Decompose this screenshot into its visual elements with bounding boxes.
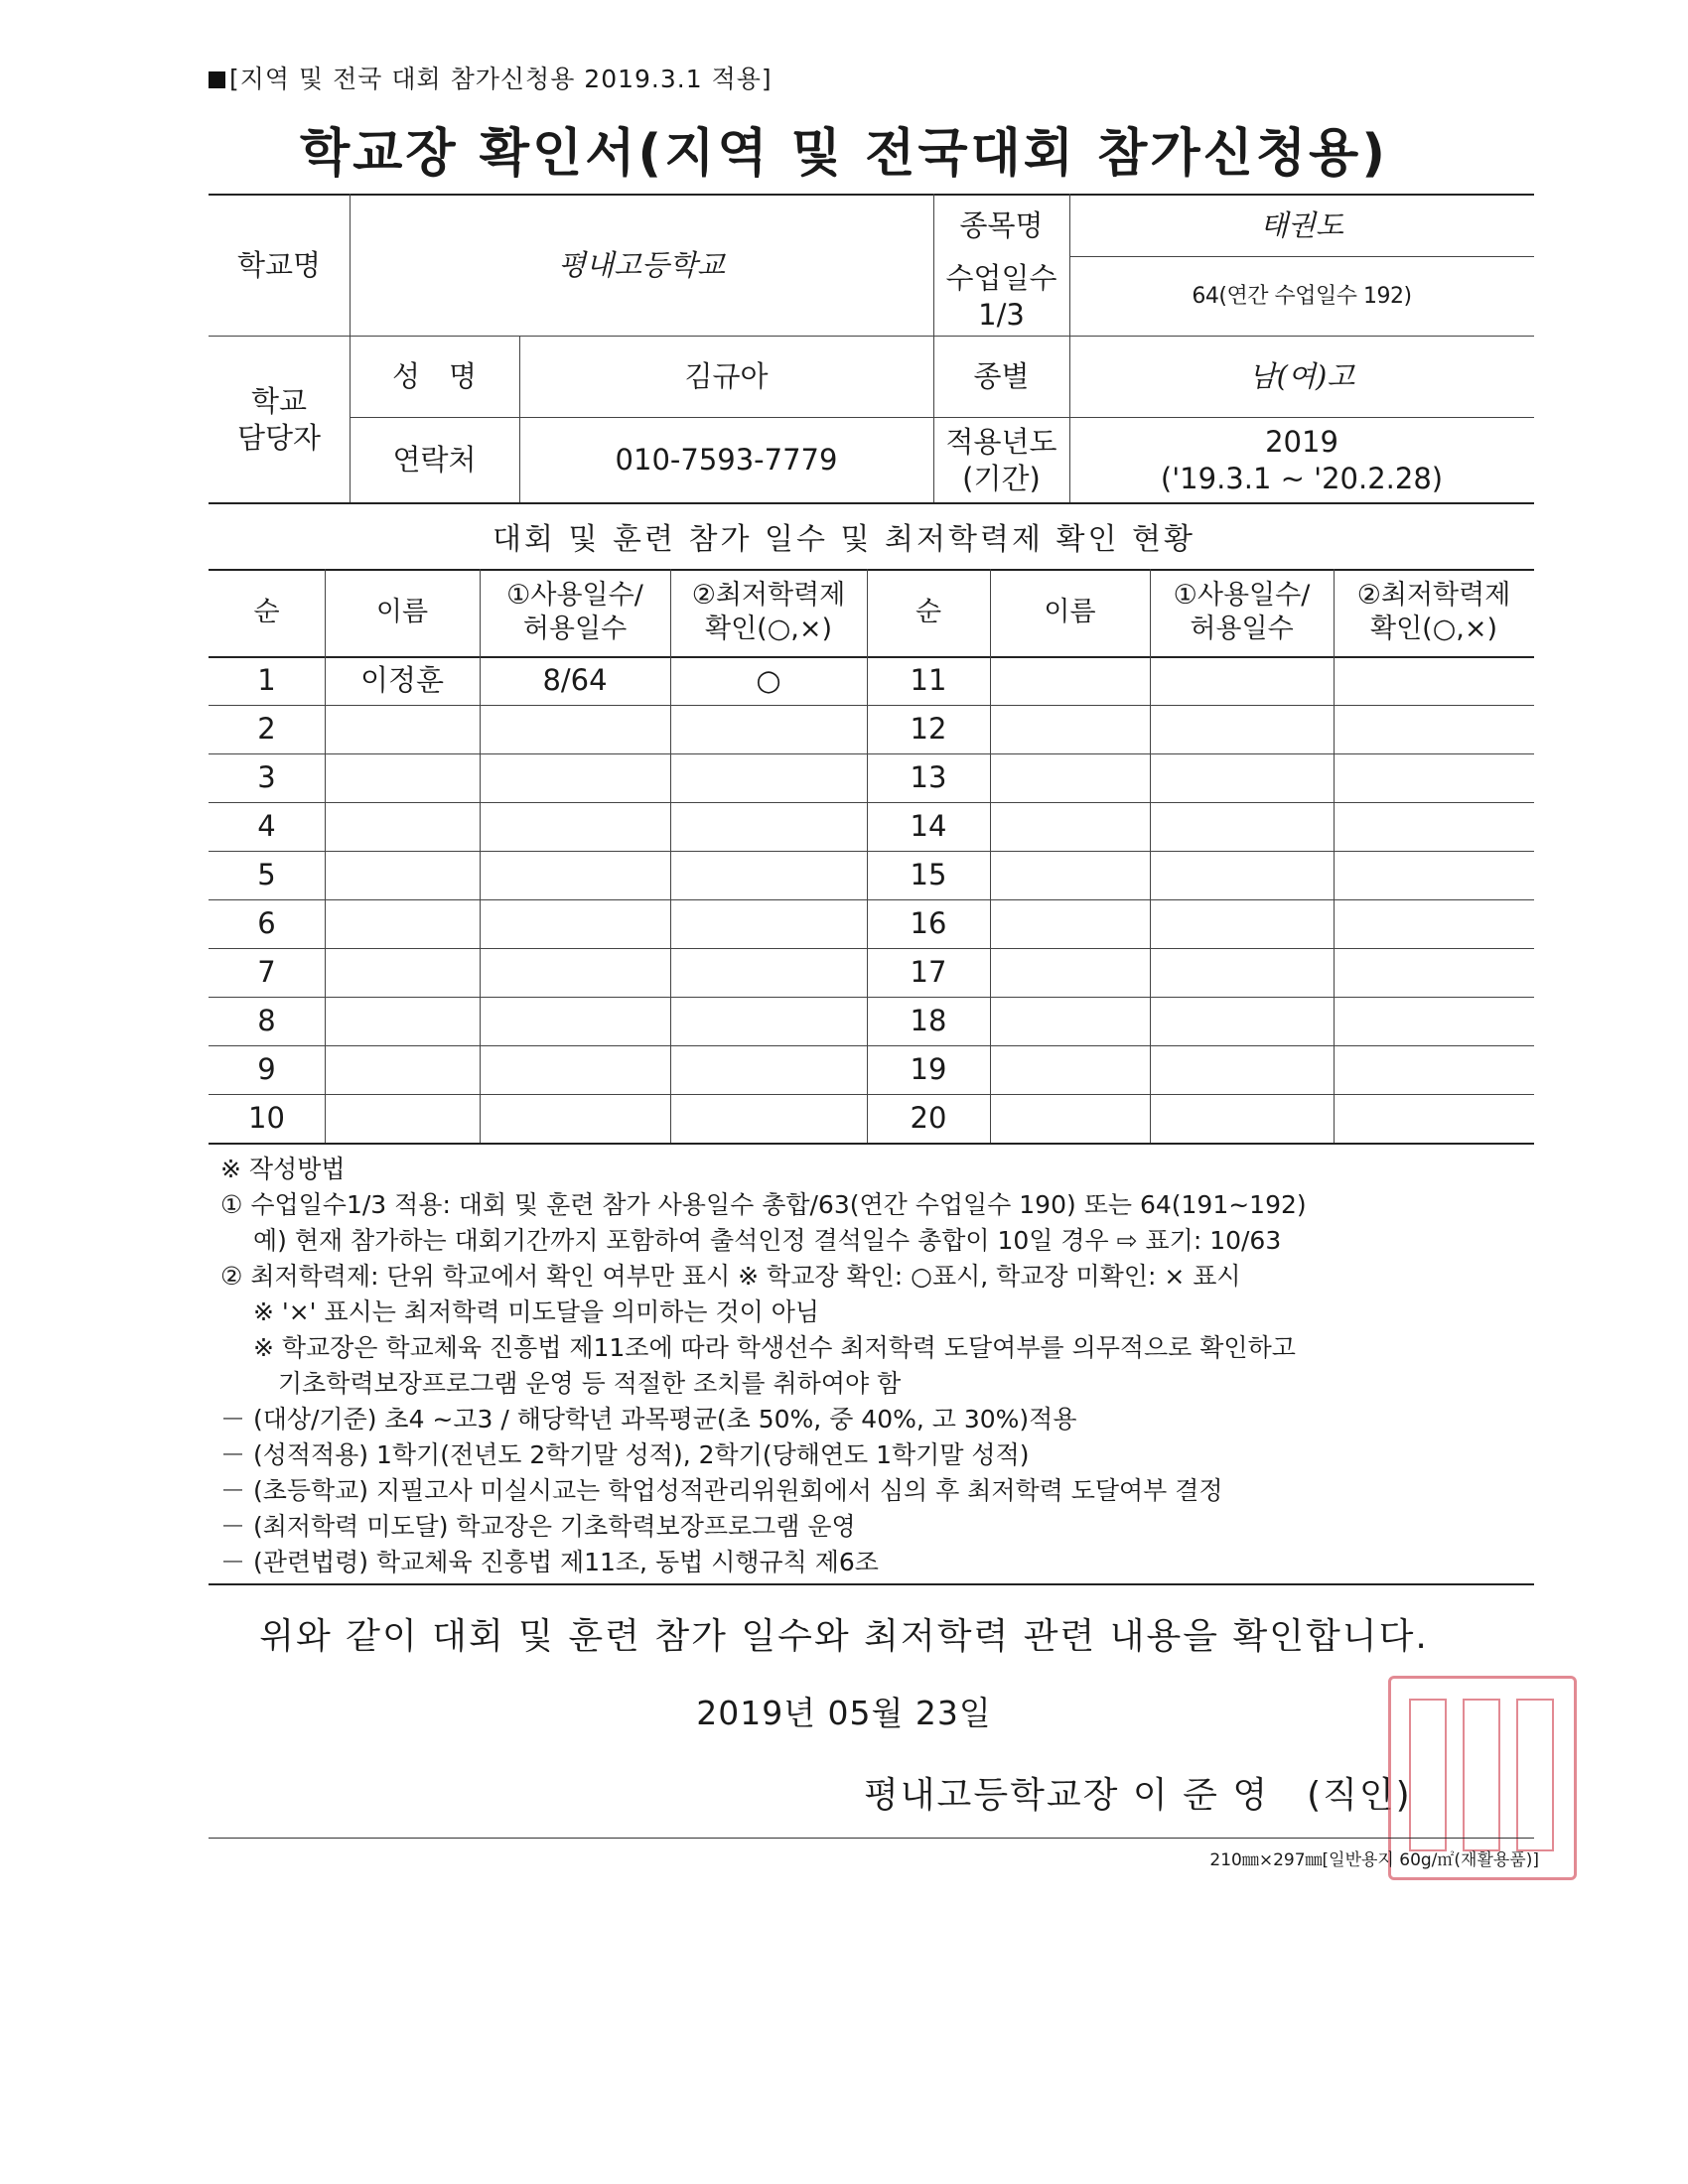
table-cell-days — [1150, 1094, 1334, 1143]
table-cell-days — [1150, 1045, 1334, 1094]
manager-label-line1: 학교 — [250, 384, 308, 419]
table-cell-name — [325, 802, 480, 851]
header-label: 확인(○,×) — [705, 614, 832, 644]
table-cell-days — [1150, 753, 1334, 802]
days-label-line2: 1/3 — [978, 297, 1025, 332]
table-cell-name — [325, 851, 480, 899]
table-cell-days — [1150, 997, 1334, 1045]
table-cell-days — [480, 1045, 670, 1094]
divider — [209, 1583, 1534, 1585]
table-cell-name — [990, 656, 1150, 705]
table-cell-no: 12 — [910, 712, 947, 747]
days-label — [933, 257, 1069, 336]
table-cell-check — [1334, 802, 1534, 851]
note-line: － (관련법령) 학교체육 진흥법 제11조, 동법 시행규칙 제6조 — [220, 1548, 879, 1576]
days-value: 64(연간 수업일수 192) — [1192, 283, 1412, 309]
year-label — [933, 418, 1069, 502]
table-cell-name — [990, 997, 1150, 1045]
name-value: 김규아 — [684, 359, 769, 394]
table-border-bottom — [209, 1143, 1534, 1145]
table-cell-check — [1334, 656, 1534, 705]
table-cell-name — [990, 948, 1150, 997]
manager-label-line2: 담당자 — [236, 420, 322, 455]
manager-label — [209, 337, 350, 502]
table-cell-check — [670, 1045, 867, 1094]
table-cell-name: 이정훈 — [359, 663, 445, 698]
table-cell-days — [1150, 656, 1334, 705]
header-label: 이름 — [375, 597, 429, 628]
table-cell-name — [325, 948, 480, 997]
confirmation-text: 위와 같이 대회 및 훈련 참가 일수와 최저학력 관련 내용을 확인합니다. — [259, 1616, 1429, 1657]
days-label-line1: 수업일수 — [945, 261, 1057, 296]
table-header-name — [325, 569, 480, 656]
table-cell-check — [1334, 899, 1534, 948]
table-cell-days — [480, 851, 670, 899]
note-line: ① 수업일수1/3 적용: 대회 및 훈련 참가 사용일수 총합/63(연간 수업일수 190) 또는 64(191~192) — [220, 1190, 1307, 1219]
note-line: 예) 현재 참가하는 대회기간까지 포함하여 출석인정 결석일수 총합이 10일 경우 ⇨ 표기: 10/63 — [220, 1226, 1282, 1255]
table-cell-no: 16 — [910, 906, 947, 941]
sport-label: 종목명 — [959, 207, 1044, 242]
table-cell-days — [1150, 705, 1334, 753]
table-cell-check — [670, 802, 867, 851]
note-line: ※ 작성방법 — [220, 1155, 346, 1183]
header-label: 순 — [914, 597, 942, 628]
table-cell-days: 8/64 — [542, 663, 608, 698]
contact-value: 010-7593-7779 — [615, 443, 838, 478]
table-cell-name — [325, 997, 480, 1045]
table-cell-name — [990, 851, 1150, 899]
table-cell-name — [990, 802, 1150, 851]
note-line: － (성적적용) 1학기(전년도 2학기말 성적), 2학기(당해연도 1학기말 성적) — [220, 1440, 1030, 1469]
table-cell-name — [325, 1045, 480, 1094]
header-label: ①사용일수/ — [506, 580, 643, 612]
table-cell-days — [480, 753, 670, 802]
table-cell-no: 7 — [257, 955, 276, 990]
table-header-no — [209, 569, 325, 656]
table-cell-days — [480, 705, 670, 753]
year-label-line2: (기간) — [962, 461, 1041, 495]
table-cell-days — [1150, 851, 1334, 899]
header-label: 허용일수 — [522, 614, 628, 644]
header-label: ②최저학력제 — [691, 580, 846, 612]
table-cell-name — [325, 1094, 480, 1143]
section-title: 대회 및 훈련 참가 일수 및 최저학력제 확인 현황 — [492, 522, 1196, 557]
header-label: ②최저학력제 — [1356, 580, 1511, 612]
name-label: 성 명 — [391, 359, 478, 394]
header-note — [209, 60, 773, 95]
table-header-check — [670, 569, 867, 656]
table-cell-name — [325, 753, 480, 802]
table-cell-no: 5 — [257, 858, 276, 892]
table-cell-no: 20 — [910, 1101, 947, 1136]
header-label: 확인(○,×) — [1370, 614, 1497, 644]
table-cell-no: 11 — [910, 663, 947, 698]
table-cell-check — [670, 948, 867, 997]
table-cell-days — [1150, 899, 1334, 948]
table-cell-no: 13 — [910, 760, 947, 795]
table-cell-no: 9 — [257, 1052, 276, 1087]
table-cell-no: 4 — [257, 809, 276, 844]
divider — [209, 1838, 1534, 1839]
table-cell-check — [670, 899, 867, 948]
table-cell-check — [670, 851, 867, 899]
table-cell-no: 3 — [257, 760, 276, 795]
table-cell-name — [990, 899, 1150, 948]
table-cell-check — [1334, 1094, 1534, 1143]
table-cell-check — [670, 753, 867, 802]
note-line: 기초학력보장프로그램 운영 등 적절한 조치를 취하여야 함 — [220, 1369, 902, 1398]
table-cell-no: 14 — [910, 809, 947, 844]
issue-date: 2019년 05월 23일 — [696, 1694, 992, 1732]
note-line: － (최저학력 미도달) 학교장은 기초학력보장프로그램 운영 — [220, 1512, 856, 1541]
table-cell-check — [1334, 705, 1534, 753]
document-title: 학교장 확인서(지역 및 전국대회 참가신청용) — [299, 124, 1389, 184]
paper-spec: 210㎜×297㎜[일반용지 60g/㎡(재활용품)] — [1209, 1850, 1539, 1870]
notes-section — [220, 1152, 1307, 1580]
gender-label: 종별 — [973, 359, 1030, 394]
table-cell-days — [480, 802, 670, 851]
year-value-line1: 2019 — [1265, 425, 1338, 460]
year-value — [1069, 418, 1534, 502]
school-value: 평내고등학교 — [557, 247, 726, 282]
header-label: ①사용일수/ — [1173, 580, 1311, 612]
school-label: 학교명 — [236, 247, 322, 282]
table-cell-no: 1 — [257, 663, 276, 698]
table-header-name — [990, 569, 1150, 656]
gender-value: 남(여)고 — [1248, 359, 1355, 394]
table-header-days — [480, 569, 670, 656]
table-cell-check — [1334, 851, 1534, 899]
header-label: 이름 — [1044, 597, 1096, 628]
table-cell-check — [1334, 753, 1534, 802]
table-cell-check — [1334, 948, 1534, 997]
table-cell-no: 2 — [257, 712, 276, 747]
table-cell-name — [325, 705, 480, 753]
header-label: 순 — [253, 597, 280, 628]
table-cell-check — [670, 997, 867, 1045]
signature: 평내고등학교장 이 준 영 (직인) — [864, 1775, 1412, 1816]
year-value-line2: ('19.3.1 ~ '20.2.28) — [1160, 461, 1444, 495]
table-cell-no: 18 — [910, 1004, 947, 1038]
table-header-check — [1334, 569, 1534, 656]
table-cell-name — [990, 753, 1150, 802]
table-cell-days — [480, 899, 670, 948]
table-cell-no: 6 — [257, 906, 276, 941]
table-cell-no: 19 — [910, 1052, 947, 1087]
note-line: － (초등학교) 지필고사 미실시교는 학업성적관리위원회에서 심의 후 최저학력 도달여부 결정 — [220, 1476, 1223, 1505]
table-cell-no: 10 — [248, 1101, 285, 1136]
table-cell-name — [990, 1045, 1150, 1094]
table-cell-name — [325, 899, 480, 948]
table-cell-days — [480, 997, 670, 1045]
square-bullet-icon — [209, 71, 225, 88]
header-note-text: [지역 및 전국 대회 참가신청용 2019.3.1 적용] — [229, 65, 773, 93]
table-cell-no: 8 — [257, 1004, 276, 1038]
note-line: ※ 학교장은 학교체육 진흥법 제11조에 따라 학생선수 최저학력 도달여부를 의무적으로 확인하고 — [220, 1333, 1296, 1362]
note-line: － (대상/기준) 초4 ~고3 / 해당학년 과목평균(초 50%, 중 40%, 고 30%)적용 — [220, 1405, 1077, 1433]
table-cell-days — [1150, 802, 1334, 851]
header-label: 허용일수 — [1190, 614, 1294, 644]
table-cell-check — [670, 705, 867, 753]
table-cell-days — [480, 948, 670, 997]
table-header-no — [867, 569, 990, 656]
table-cell-days — [1150, 948, 1334, 997]
note-line: ※ '×' 표시는 최저학력 미도달을 의미하는 것이 아님 — [220, 1297, 820, 1326]
table-cell-check: ○ — [756, 663, 781, 698]
table-cell-name — [990, 1094, 1150, 1143]
table-cell-no: 15 — [910, 858, 947, 892]
note-line: ② 최저학력제: 단위 학교에서 확인 여부만 표시 ※ 학교장 확인: ○표시, 학교장 미확인: × 표시 — [220, 1262, 1241, 1291]
table-header-days — [1150, 569, 1334, 656]
table-cell-no: 17 — [910, 955, 947, 990]
table-cell-check — [1334, 997, 1534, 1045]
table-cell-days — [480, 1094, 670, 1143]
year-label-line1: 적용년도 — [945, 425, 1057, 460]
contact-label: 연락처 — [392, 443, 477, 478]
table-cell-check — [670, 1094, 867, 1143]
table-cell-check — [1334, 1045, 1534, 1094]
info-border-bottom — [209, 502, 1534, 504]
sport-value: 태권도 — [1259, 207, 1344, 242]
table-cell-name — [990, 705, 1150, 753]
